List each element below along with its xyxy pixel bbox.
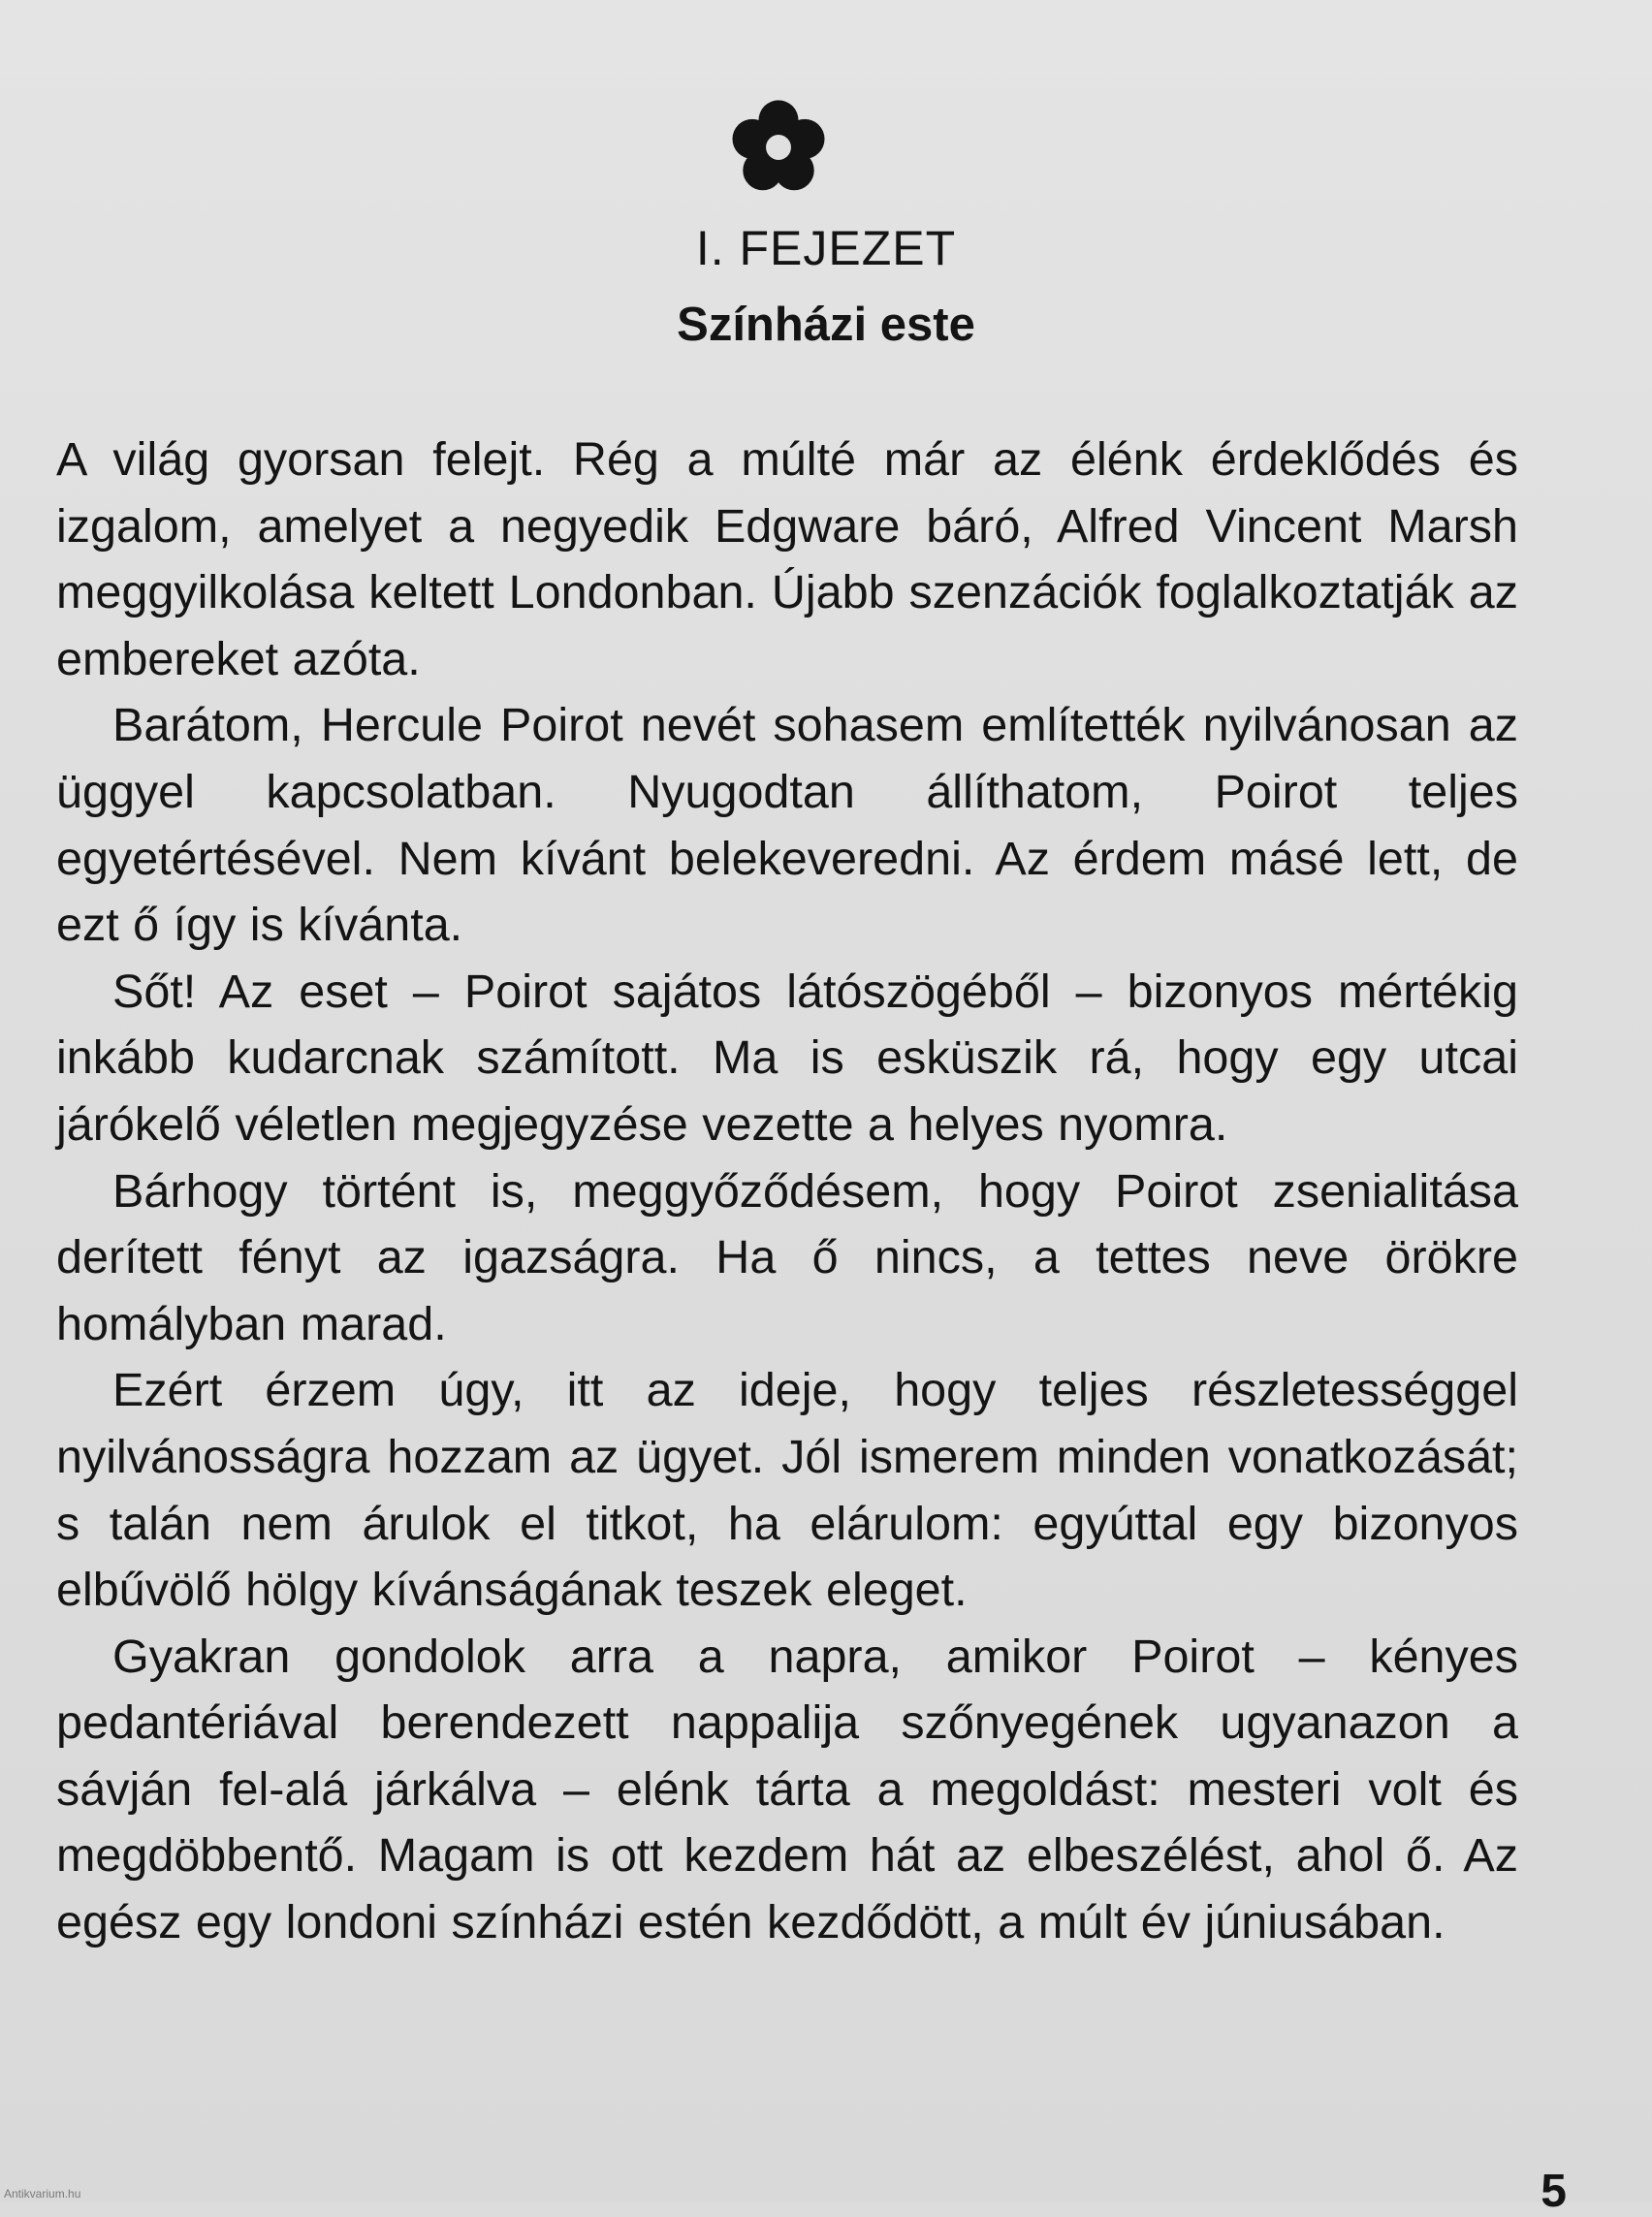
paragraph: Bárhogy történt is, meggyőződésem, hogy Poirot zsenialitása derített fényt az igazságra. Ha ő nincs, a tettes neve örökre homályban marad. xyxy=(56,1164,1518,1350)
flower-icon xyxy=(726,95,831,200)
chapter-number: I. FEJEZET xyxy=(695,221,957,275)
paragraph: Gyakran gondolok arra a napra, amikor Poirot – kényes pedantériával berendezett nappalija szőnyegének ugyanazon a sávján fel-alá járkálva – elénk tárta a megoldást: mesteri volt és megdöbbentő. Magam is ott kezdem hát az elbeszélést, ahol ő. Az egész egy londoni színházi estén kezdődött, a múlt év júniusában. xyxy=(56,1630,1518,1949)
chapter-body xyxy=(56,427,1518,1956)
watermark: Antikvarium.hu xyxy=(4,2187,81,2201)
chapter-title: Színházi este xyxy=(677,299,975,351)
paragraph: Sőt! Az eset – Poirot sajátos látószögéből – bizonyos mértékig inkább kudarcnak számított. Ma is esküszik rá, hogy egy utcai járókelő véletlen megjegyzése vezette a helyes nyomra. xyxy=(56,965,1518,1151)
page-number: 5 xyxy=(1541,2166,1567,2217)
paragraph: Ezért érzem úgy, itt az ideje, hogy teljes részletességgel nyilvánosságra hozzam az ügyet. Jól ismerem minden vonatkozását; s talán nem árulok el titkot, ha elárulom: egyúttal egy bizonyos elbűvölő hölgy kívánságának teszek eleget. xyxy=(56,1364,1518,1617)
paragraph: Barátom, Hercule Poirot nevét sohasem említették nyilvánosan az üggyel kapcsolatban. Nyugodtan állíthatom, Poirot teljes egyetértésével. Nem kívánt belekeveredni. Az érdem másé lett, de ezt ő így is kívánta. xyxy=(56,699,1518,952)
paragraph: A világ gyorsan felejt. Rég a múlté már az élénk érdeklődés és izgalom, amelyet a negyedik Edgware báró, Alfred Vincent Marsh meggyilkolása keltett Londonban. Újabb szenzációk foglalkoztatják az embereket azóta. xyxy=(56,433,1518,685)
